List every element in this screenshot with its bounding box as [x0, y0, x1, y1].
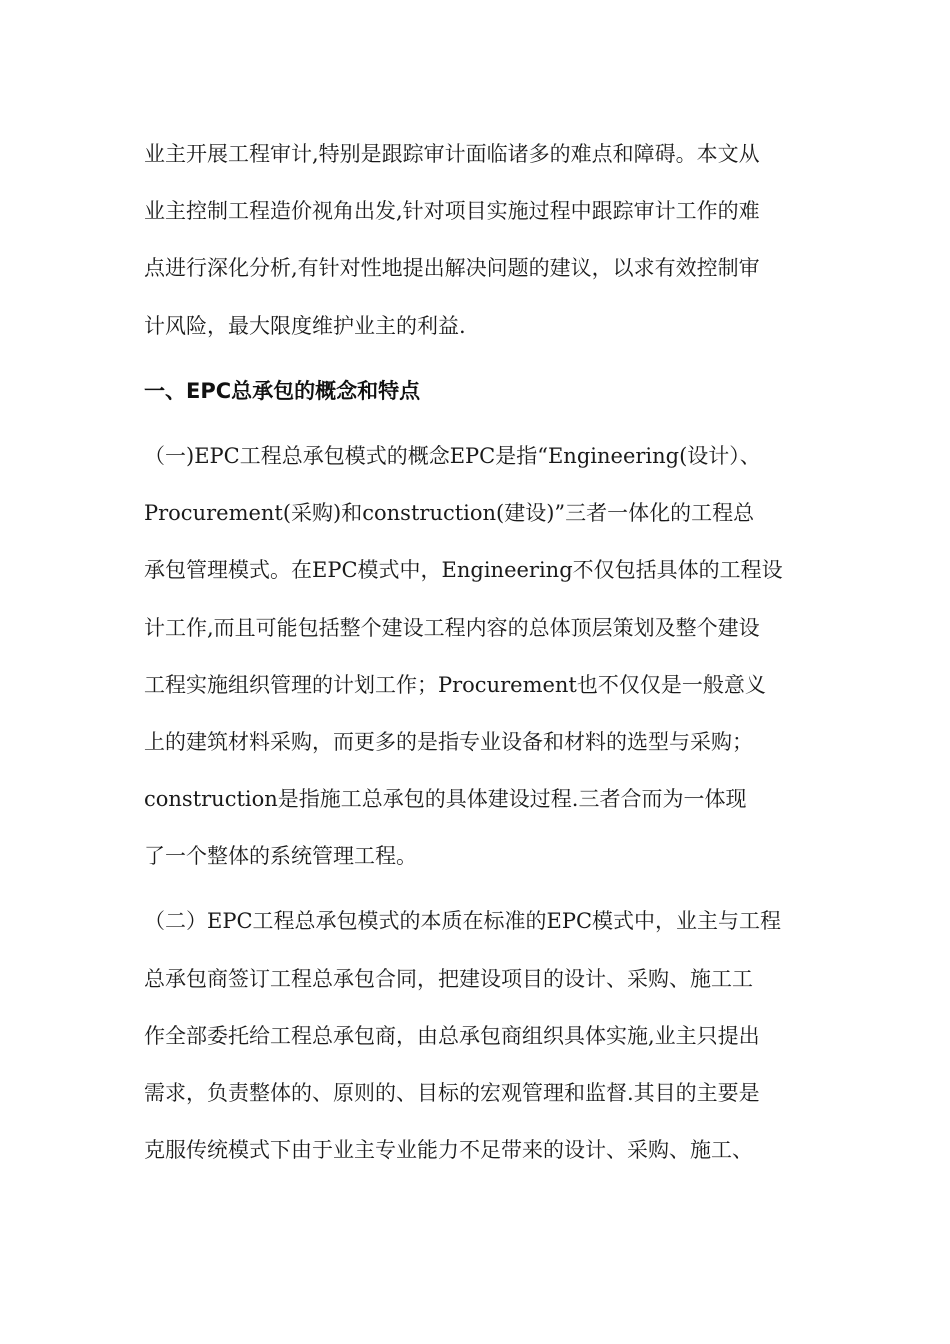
text-line: 计工作,而且可能包括整个建设工程内容的总体顶层策划及整个建设 [144, 615, 760, 640]
text-line: 克服传统模式下由于业主专业能力不足带来的设计、采购、施工、 [144, 1138, 753, 1163]
text-line: construction是指施工总承包的具体建设过程.三者合而为一体现 [144, 787, 747, 812]
text-line: 点进行深化分析,有针对性地提出解决问题的建议，以求有效控制审 [144, 256, 760, 281]
concept-paragraph [144, 428, 824, 886]
essence-paragraph [144, 893, 824, 1179]
text-line: 业主控制工程造价视角出发,针对项目实施过程中跟踪审计工作的难 [144, 199, 760, 224]
text-line: （二）EPC工程总承包模式的本质在标准的EPC模式中，业主与工程 [144, 909, 782, 934]
document-body [144, 126, 824, 1179]
text-line: Procurement(采购)和construction(建设)”三者一体化的工程总 [144, 501, 755, 526]
paragraph-gap [144, 355, 824, 363]
text-line: 需求，负责整体的、原则的、目标的宏观管理和监督.其目的主要是 [144, 1081, 760, 1105]
text-line: 业主开展工程审计,特别是跟踪审计面临诸多的难点和障碍。本文从 [144, 142, 760, 166]
section-heading: 一、EPC总承包的概念和特点 [144, 378, 421, 403]
paragraph-gap [144, 420, 824, 428]
intro-paragraph [144, 126, 824, 355]
text-line: 计风险，最大限度维护业主的利益. [144, 313, 466, 338]
text-line: 承包管理模式。在EPC模式中，Engineering不仅包括具体的工程设 [144, 558, 783, 583]
text-line: 了一个整体的系统管理工程。 [144, 844, 417, 869]
text-line: 工程实施组织管理的计划工作；Procurement也不仅仅是一般意义 [144, 672, 766, 697]
text-line: （一)EPC工程总承包模式的概念EPC是指“Engineering(设计）、 [144, 443, 761, 468]
text-line: 总承包商签订工程总承包合同，把建设项目的设计、采购、施工工 [144, 966, 753, 991]
paragraph-gap [144, 885, 824, 893]
text-line: 上的建筑材料采购，而更多的是指专业设备和材料的选型与采购； [144, 729, 753, 754]
text-line: 作全部委托给工程总承包商，由总承包商组织具体实施,业主只提出 [144, 1023, 760, 1048]
